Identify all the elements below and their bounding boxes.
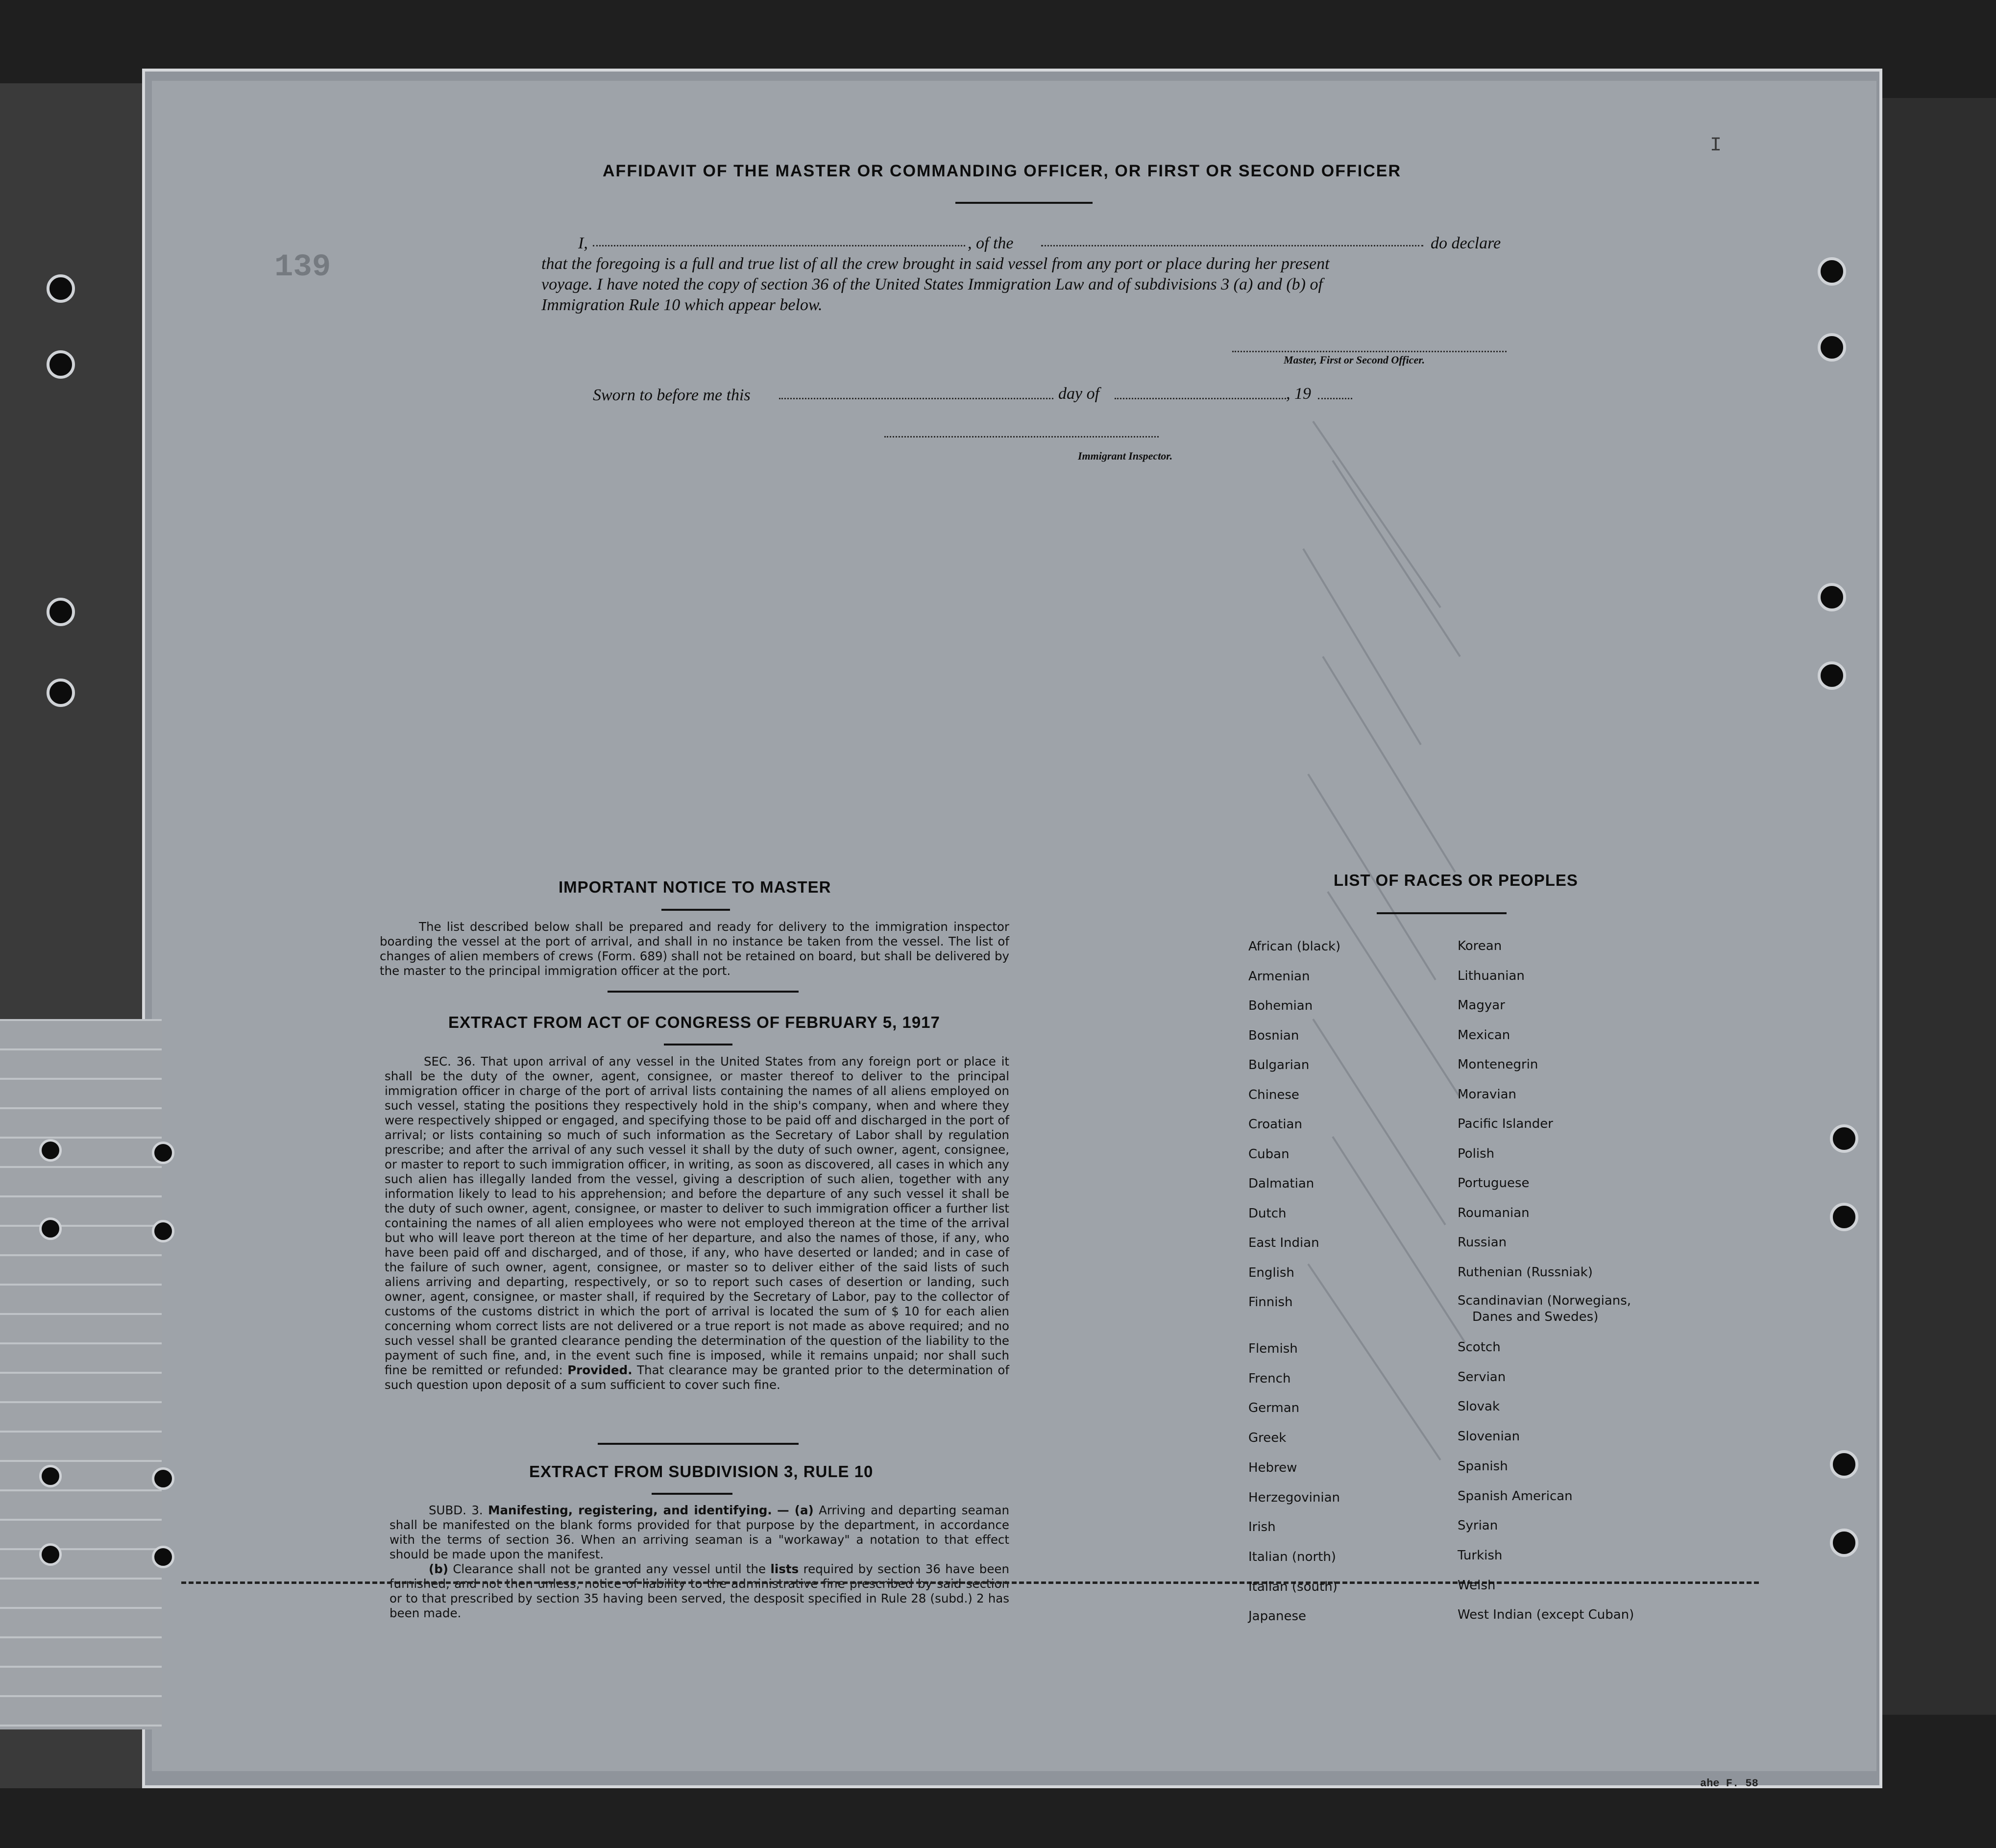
binder-hole-icon	[39, 1139, 62, 1162]
scanner-bed-right	[1881, 98, 1996, 1715]
b-text-1: Clearance shall not be granted any vessel until the	[453, 1562, 766, 1576]
affidavit-i: I,	[578, 234, 588, 252]
b-lists: lists	[770, 1562, 799, 1576]
binder-hole-icon	[1830, 1124, 1858, 1153]
race-item: Slovenian	[1458, 1429, 1520, 1444]
race-item: Irish	[1248, 1520, 1276, 1535]
bleedthrough-number: 139	[274, 250, 331, 285]
notice-rule	[661, 909, 730, 911]
subd-label: SUBD. 3.	[429, 1503, 483, 1517]
binder-hole-icon	[1830, 1529, 1858, 1557]
inspector-signature-blank	[884, 436, 1159, 438]
race-item: Japanese	[1248, 1609, 1307, 1624]
perforation-line	[181, 1581, 1759, 1587]
race-item: Italian (south)	[1248, 1579, 1338, 1594]
b-text-2: required by section 36 have been furnished, and not then unless, notice of liability to the administrative fine prescribed by said section or to that prescribed by section 35 having been served, the desposit specified in Rule 28 (subd.) 2 has been made.	[389, 1562, 1009, 1620]
master-caption: Master, First or Second Officer.	[1284, 354, 1425, 366]
extract-rule-title: EXTRACT FROM SUBDIVISION 3, RULE 10	[529, 1462, 874, 1481]
extract-act-title: EXTRACT FROM ACT OF CONGRESS OF FEBRUARY 5, 1917	[448, 1013, 940, 1031]
race-item: Hebrew	[1248, 1460, 1297, 1475]
binder-hole-icon	[152, 1467, 174, 1490]
race-item: Welsh	[1458, 1578, 1496, 1593]
handwritten-mark: I	[1710, 135, 1722, 157]
binder-hole-icon	[1830, 1203, 1858, 1231]
race-item: Moravian	[1458, 1087, 1516, 1102]
b-label: (b)	[429, 1562, 448, 1576]
subd-3-b	[389, 1562, 1009, 1621]
sec-36-end: That clearance may be granted prior to the determination of such question upon deposit of a sum sufficient to cover such fine.	[385, 1363, 1009, 1392]
binder-hole-icon	[39, 1543, 62, 1566]
binder-hole-icon	[47, 274, 75, 303]
binder-hole-icon	[39, 1465, 62, 1487]
race-item: Montenegrin	[1458, 1057, 1538, 1072]
race-item: Herzegovinian	[1248, 1490, 1340, 1505]
race-item: Dutch	[1248, 1206, 1287, 1221]
race-item: Spanish	[1458, 1459, 1508, 1474]
race-item: East Indian	[1248, 1236, 1319, 1250]
race-item: Korean	[1458, 939, 1502, 953]
race-item: Spanish American	[1458, 1488, 1573, 1504]
notice-text: The list described below shall be prepared and ready for delivery to the immigration inspector boarding the vessel at the port of arrival, and shall in no instance be taken from the vessel. The list of changes of alien members of crews (Form. 689) shall not be retained on board, but shall be delivered by the master to the principal immigration officer at the port.	[380, 920, 1009, 978]
name-blank	[593, 245, 965, 246]
race-item: French	[1248, 1371, 1291, 1386]
race-item: Greek	[1248, 1431, 1287, 1446]
race-item: African (black)	[1248, 939, 1341, 954]
race-item: Scandinavian (Norwegians,	[1458, 1293, 1631, 1308]
binder-hole-icon	[152, 1546, 174, 1568]
race-item: Magyar	[1458, 998, 1505, 1013]
sworn-day-blank	[779, 398, 1053, 399]
month-blank	[1115, 398, 1286, 399]
binder-hole-icon	[1818, 583, 1846, 611]
a-label: — (a)	[777, 1503, 814, 1517]
year-blank	[1318, 398, 1352, 399]
race-item: Turkish	[1458, 1548, 1503, 1563]
affidavit-line-4: Immigration Rule 10 which appear below.	[541, 296, 823, 314]
binder-hole-icon	[47, 350, 75, 379]
race-item: Finnish	[1248, 1295, 1293, 1310]
race-item: German	[1248, 1401, 1300, 1416]
extract-rule-rule	[652, 1493, 732, 1495]
races-rule	[1377, 912, 1507, 914]
vessel-blank	[1041, 245, 1423, 246]
notice-title: IMPORTANT NOTICE TO MASTER	[559, 878, 831, 896]
race-item: Pacific Islander	[1458, 1117, 1553, 1131]
subd-heading: Manifesting, registering, and identifying.	[488, 1503, 772, 1517]
race-item: Ruthenian (Russniak)	[1458, 1264, 1593, 1280]
sec-36-body: SEC. 36. That upon arrival of any vessel in the United States from any foreign port or place it shall be the duty of the owner, agent, consignee, or master thereof to deliver to the principal immigration officer in charge of the port of arrival lists containing the names of all aliens employed on such vessel, stating the positions they respectively hold in the ship's company, when and where they were respectively shipped or engaged, and specifying those to be paid off and discharged in the port of arrival; or lists containing so much of such information as the Secretary of Labor shall by regulation prescribe; and after the arrival of any such vessel it shall by the duty of such owner, agent, consignee, or master to report to such immigration officer, in writing, as soon as discovered, all cases in which any such alien has illegally landed from the vessel, giving a description of such alien, together with any information likely to lead to his apprehension; and before the departure of any such vessel it shall be the duty of such owner, agent, consignee, or master to deliver to such immigration officer a further list containing the names of all alien employees who were not employed thereon at the time of the arrival but who will leave port thereon at the time of her departure, and also the names of those, if any, who have been paid off and discharged, and of those, if any, who have deserted or landed; and in case of the failure of such owner, agent, consignee, or master so to deliver either of the said lists of such aliens arriving and departing, respectively, or so to report such cases of desertion or landing, such owner, agent, consignee, or master shall, if required by the Secretary of Labor, pay to the collector of customs of the customs district in which the port of arrival is located the sum of $ 10 for each alien concerning whom correct lists are not delivered or a true report is not made as above required; and no such vessel shall be granted clearance pending the determination of the question of the liability to the payment of such fine, and, in the event such fine is imposed, while it remains unpaid; nor shall such fine be remitted or refunded:	[385, 1054, 1009, 1377]
subd-3-a	[389, 1503, 1009, 1562]
race-item: Bosnian	[1248, 1028, 1299, 1043]
sec-36-text	[385, 1054, 1009, 1392]
race-item: Flemish	[1248, 1341, 1298, 1356]
binder-hole-icon	[1818, 661, 1846, 690]
race-item: Russian	[1458, 1235, 1507, 1250]
affidavit-title: AFFIDAVIT OF THE MASTER OR COMMANDING OFFICER, OR FIRST OR SECOND OFFICER	[603, 162, 1401, 180]
affidavit-of-the: , of the	[968, 234, 1014, 252]
ruled-margin-strip	[0, 1019, 162, 1729]
title-rule	[955, 202, 1093, 204]
races-title: LIST OF RACES OR PEOPLES	[1334, 871, 1578, 889]
year-text: , 19	[1286, 385, 1311, 403]
race-item: English	[1248, 1265, 1294, 1280]
a-text: Arriving and departing seaman shall be manifested on the blank forms provided for that purpose by the department, in accordance with the terms of section 36. When an arriving seaman is a "workaway" a notation to that effect should be made upon the manifest.	[389, 1503, 1010, 1561]
race-item: Polish	[1458, 1146, 1495, 1161]
race-item: Bohemian	[1248, 998, 1313, 1013]
race-item: Slovak	[1458, 1399, 1500, 1414]
race-item: Italian (north)	[1248, 1549, 1336, 1564]
form-code: ahe F. 58	[1700, 1777, 1758, 1790]
race-item: Chinese	[1248, 1087, 1299, 1102]
provided-label: Provided.	[567, 1363, 633, 1377]
affidavit-do-declare: do declare	[1431, 234, 1501, 252]
binder-hole-icon	[1818, 257, 1846, 286]
race-item: Armenian	[1248, 969, 1310, 984]
affidavit-line-2: that the foregoing is a full and true list of all the crew brought in said vessel from any port or place during her present	[541, 255, 1330, 273]
binder-hole-icon	[39, 1217, 62, 1240]
race-item: Croatian	[1248, 1117, 1302, 1132]
binder-hole-icon	[1818, 333, 1846, 362]
race-item: Servian	[1458, 1369, 1506, 1385]
race-item: Portuguese	[1458, 1176, 1530, 1191]
race-item: Mexican	[1458, 1027, 1510, 1043]
race-item: Scotch	[1458, 1340, 1501, 1355]
race-item: Lithuanian	[1458, 968, 1525, 983]
sworn-text: Sworn to before me this	[593, 386, 751, 404]
race-item: Dalmatian	[1248, 1176, 1314, 1191]
race-item: Bulgarian	[1248, 1058, 1310, 1072]
affidavit-line-3: voyage. I have noted the copy of section 36 of the United States Immigration Law and of subdivisions 3 (a) and (b) of	[541, 275, 1323, 293]
race-item: Roumanian	[1458, 1205, 1530, 1220]
master-signature-blank	[1232, 351, 1507, 352]
day-of-text: day of	[1058, 385, 1100, 403]
binder-hole-icon	[1830, 1450, 1858, 1479]
race-item: Syrian	[1458, 1518, 1498, 1533]
race-item: Danes and Swedes)	[1472, 1310, 1599, 1324]
inspector-caption: Immigrant Inspector.	[1078, 450, 1173, 462]
binder-hole-icon	[47, 679, 75, 707]
section-rule	[598, 1443, 799, 1445]
section-rule	[608, 991, 799, 993]
race-item: Cuban	[1248, 1146, 1290, 1162]
race-item: West Indian (except Cuban)	[1458, 1607, 1634, 1623]
extract-act-rule	[664, 1044, 732, 1046]
binder-hole-icon	[152, 1142, 174, 1164]
binder-hole-icon	[152, 1220, 174, 1242]
binder-hole-icon	[47, 598, 75, 626]
